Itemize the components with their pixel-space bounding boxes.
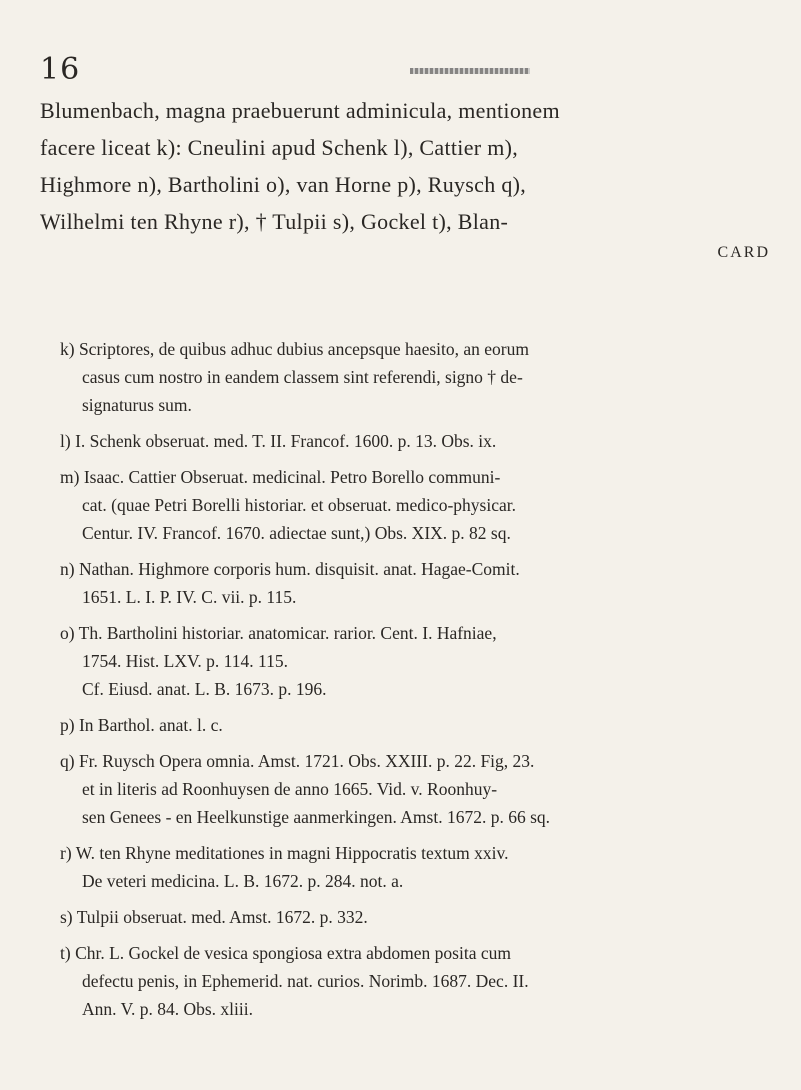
main-line: facere liceat k): Cneulini apud Schenk l), Cattier m), [40,135,519,160]
header-ornament [410,68,530,74]
footnote-s [60,903,772,931]
footnote-line: l) I. Schenk obseruat. med. T. II. Francof. 1600. p. 13. Obs. ix. [60,431,497,451]
footnote-line: q) Fr. Ruysch Opera omnia. Amst. 1721. Obs. XXIII. p. 22. Fig, 23. [60,751,535,771]
footnote-line: o) Th. Bartholini historiar. anatomicar. rarior. Cent. I. Hafniae, [60,623,497,643]
catchword: CARD [717,244,770,261]
footnote-n [60,555,772,611]
footnote-m [60,463,772,547]
footnote-o [60,619,772,703]
footnote-line: n) Nathan. Highmore corporis hum. disquisit. anat. Hagae-Comit. [60,559,520,579]
footnote-k [60,335,772,419]
footnote-line: k) Scriptores, de quibus adhuc dubius ancepsque haesito, an eorum [60,339,529,359]
main-line: Highmore n), Bartholini o), van Horne p), Ruysch q), [40,172,527,197]
footnote-line: casus cum nostro in eandem classem sint referendi, signo † de- [82,367,523,387]
footnote-l [60,427,772,455]
main-text [40,92,770,271]
footnote-line: 1651. L. I. P. IV. C. vii. p. 115. [82,587,297,607]
footnote-line: Ann. V. p. 84. Obs. xliii. [82,999,253,1019]
main-line: Blumenbach, magna praebuerunt adminicula, mentionem [40,98,560,123]
footnote-p [60,711,772,739]
footnote-line: m) Isaac. Cattier Obseruat. medicinal. Petro Borello communi- [60,467,501,487]
footnote-r [60,839,772,895]
footnote-line: 1754. Hist. LXV. p. 114. 115. [82,651,288,671]
footnote-line: r) W. ten Rhyne meditationes in magni Hippocratis textum xxiv. [60,843,509,863]
footnote-line: De veteri medicina. L. B. 1672. p. 284. not. a. [82,871,404,891]
footnotes [60,335,772,1031]
footnote-line: sen Genees - en Heelkunstige aanmerkingen. Amst. 1672. p. 66 sq. [82,807,551,827]
footnote-line: t) Chr. L. Gockel de vesica spongiosa extra abdomen posita cum [60,943,511,963]
footnote-line: cat. (quae Petri Borelli historiar. et obseruat. medico-physicar. [82,495,516,515]
footnote-line: Cf. Eiusd. anat. L. B. 1673. p. 196. [82,679,327,699]
footnote-line: signaturus sum. [82,395,192,415]
footnote-q [60,747,772,831]
main-line: Wilhelmi ten Rhyne r), † Tulpii s), Gockel t), Blan- [40,209,509,234]
footnote-t [60,939,772,1023]
footnote-line: et in literis ad Roonhuysen de anno 1665. Vid. v. Roonhuy- [82,779,498,799]
footnote-line: Centur. IV. Francof. 1670. adiectae sunt,) Obs. XIX. p. 82 sq. [82,523,511,543]
footnote-line: defectu penis, in Ephemerid. nat. curios. Norimb. 1687. Dec. II. [82,971,529,991]
footnote-line: s) Tulpii obseruat. med. Amst. 1672. p. 332. [60,907,368,927]
page-number: 16 [40,52,81,87]
footnote-line: p) In Barthol. anat. l. c. [60,715,223,735]
